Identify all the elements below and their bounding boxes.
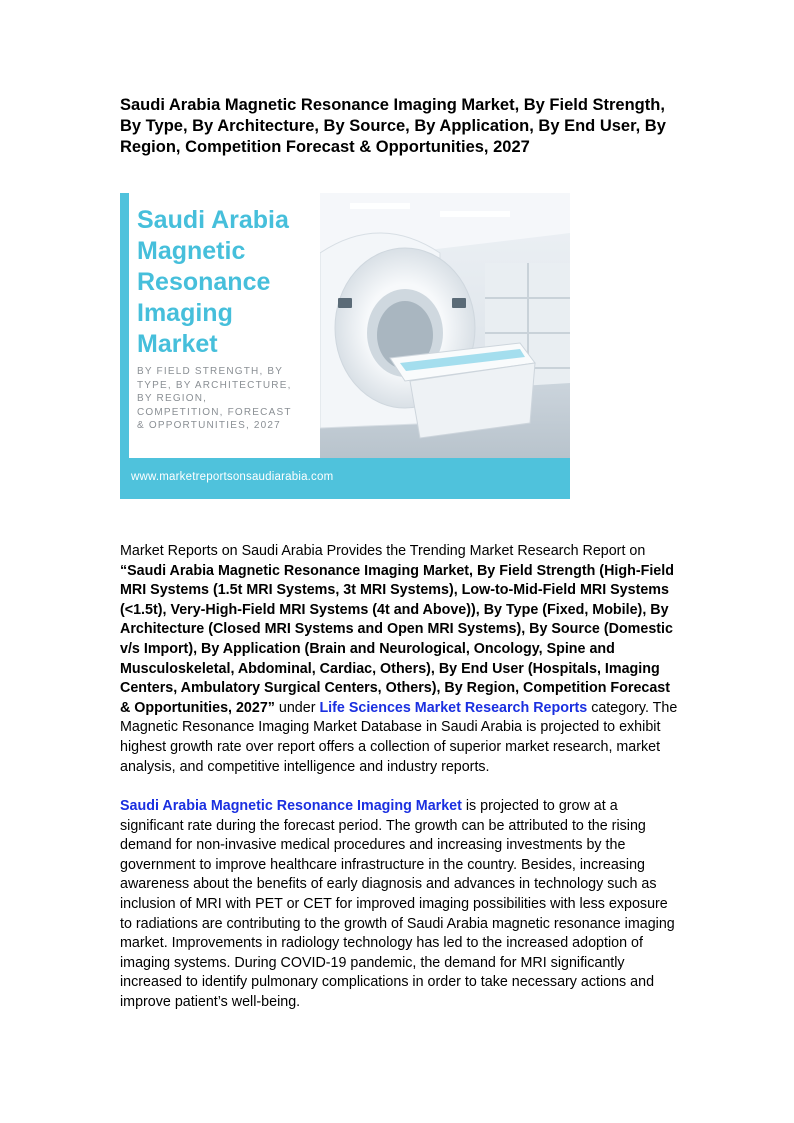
banner-heading-line: Saudi Arabia: [137, 206, 289, 234]
banner-subtitle-line: BY REGION,: [137, 393, 208, 404]
banner-subtitle: [137, 365, 317, 433]
banner-heading: [137, 205, 322, 360]
report-banner-image: [120, 193, 570, 499]
banner-heading-line: Market: [137, 330, 218, 358]
banner-accent-bar: [120, 193, 129, 458]
banner-subtitle-line: BY FIELD STRENGTH, BY: [137, 366, 284, 377]
banner-subtitle-line: TYPE, BY ARCHITECTURE,: [137, 379, 292, 391]
banner-website-url: www.marketreportsonsaudiarabia.com: [131, 471, 334, 483]
report-full-title: “Saudi Arabia Magnetic Resonance Imaging Market, By Field Strength (High-Field MRI Systems (1.5t MRI Systems, 3t MRI Systems), Low-to-Mid-Field MRI Systems (<1.5t), Very-High-Field MRI Systems (4t and Above)), By Type (Fixed, Mobile), By Architecture (Closed MRI Systems and Open MRI Systems), By Source (Domestic v/s Import), By Application (Brain and Neurological, Oncology, Spine and Musculoskeletal, Abdominal, Cardiac, Others), By End User (Hospitals, Imaging Centers, Ambulatory Surgical Centers, Others), By Region, Competition Forecast & Opportunities, 2027”: [120, 562, 674, 716]
banner-subtitle-line: & OPPORTUNITIES, 2027: [137, 420, 281, 431]
mri-scanner-photo: [320, 193, 570, 458]
banner-subtitle-line: COMPETITION, FORECAST: [137, 406, 292, 418]
category-link[interactable]: Life Sciences Market Research Reports: [319, 699, 588, 716]
under-text: under: [274, 699, 320, 716]
intro-text: Market Reports on Saudi Arabia Provides the Trending Market Research Report on: [120, 543, 646, 559]
banner-heading-line: Magnetic: [137, 237, 246, 265]
intro-rest-text: category. The Magnetic Resonance Imaging Market Database in Saudi Arabia is projected to exhibit highest growth rate over report offers a collection of superior market research, market analysis, and competitive intelligence and industry reports.: [120, 699, 678, 775]
market-overview-paragraph: [120, 797, 680, 1013]
banner-text-panel: [120, 193, 320, 499]
market-overview-text: is projected to grow at a significant rate during the forecast period. The growth can be attributed to the rising demand for non-invasive medical procedures and increasing investments by the government to improve healthcare infrastructure in the country. Besides, increasing awareness about the benefits of early diagnosis and advances in technology such as inclusion of MRI with PET or CET for improved imaging possibilities with less exposure to radiations are contributing to the growth of Saudi Arabia magnetic resonance imaging market. Improvements in radiology technology has led to the increased adoption of imaging systems. During COVID-19 pandemic, the demand for MRI significantly increased to identify pulmonary complications in order to take necessary actions and improve patient’s well-being.: [120, 798, 675, 1010]
market-link[interactable]: Saudi Arabia Magnetic Resonance Imaging Market: [120, 798, 462, 814]
intro-paragraph: [120, 542, 680, 777]
banner-heading-line: Imaging: [137, 299, 233, 327]
page-title: Saudi Arabia Magnetic Resonance Imaging Market, By Field Strength, By Type, By Architecture, By Source, By Application, By End User, By Region, Competition Forecast & Opportunities, 2027: [120, 96, 666, 156]
banner-heading-line: Resonance: [137, 268, 271, 296]
